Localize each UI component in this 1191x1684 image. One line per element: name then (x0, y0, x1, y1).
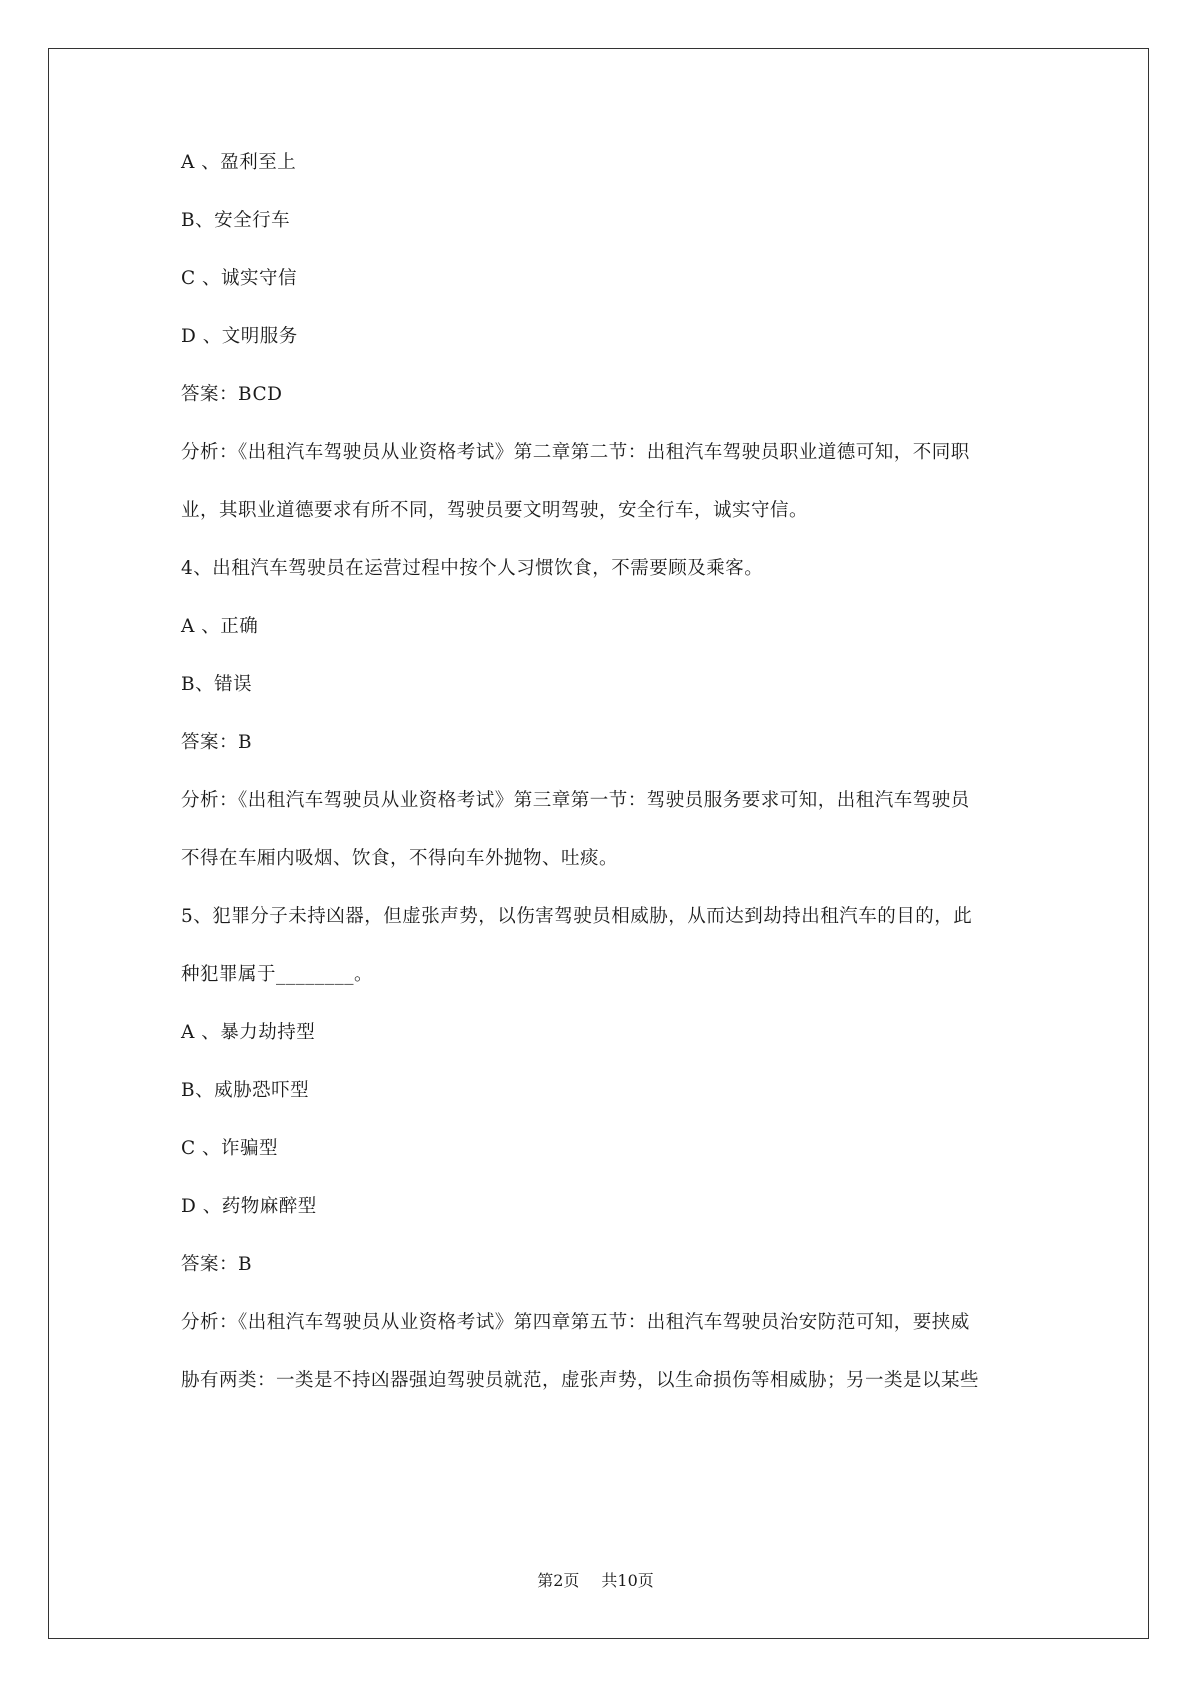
question-5: 5、犯罪分子未持凶器，但虚张声势，以伤害驾驶员相威胁，从而达到劫持出租汽车的目的，此 (181, 906, 973, 927)
question-5-cont: 种犯罪属于________。 (181, 964, 374, 985)
analysis-line: 业，其职业道德要求有所不同，驾驶员要文明驾驶，安全行车，诚实守信。 (181, 500, 809, 521)
analysis-line: 不得在车厢内吸烟、饮食，不得向车外抛物、吐痰。 (181, 848, 619, 869)
option-c: C 、诈骗型 (181, 1138, 279, 1159)
page-number: 第2页 (537, 1571, 580, 1590)
analysis-line: 胁有两类：一类是不持凶器强迫驾驶员就范，虚张声势，以生命损伤等相威胁；另一类是以某些 (181, 1370, 980, 1391)
option-d: D 、文明服务 (181, 326, 298, 347)
option-a: A 、盈利至上 (181, 152, 297, 173)
analysis-line: 分析：《出租汽车驾驶员从业资格考试》第三章第一节：驾驶员服务要求可知，出租汽车驾驶员 (181, 790, 970, 811)
option-b: B、安全行车 (181, 210, 291, 231)
option-a: A 、正确 (181, 616, 259, 637)
question-4: 4、出租汽车驾驶员在运营过程中按个人习惯饮食，不需要顾及乘客。 (181, 558, 764, 579)
answer: 答案：B (181, 732, 253, 753)
option-a: A 、暴力劫持型 (181, 1022, 316, 1043)
option-b: B、威胁恐吓型 (181, 1080, 310, 1101)
page-total: 共10页 (601, 1571, 654, 1590)
option-d: D 、药物麻醉型 (181, 1196, 317, 1217)
answer: 答案：BCD (181, 384, 283, 405)
option-b: B、错误 (181, 674, 253, 695)
answer: 答案：B (181, 1254, 253, 1275)
option-c: C 、诚实守信 (181, 268, 298, 289)
page-footer (0, 1570, 1191, 1592)
analysis-line: 分析：《出租汽车驾驶员从业资格考试》第二章第二节：出租汽车驾驶员职业道德可知，不同职 (181, 442, 970, 463)
analysis-line: 分析：《出租汽车驾驶员从业资格考试》第四章第五节：出租汽车驾驶员治安防范可知，要挟威 (181, 1312, 970, 1333)
